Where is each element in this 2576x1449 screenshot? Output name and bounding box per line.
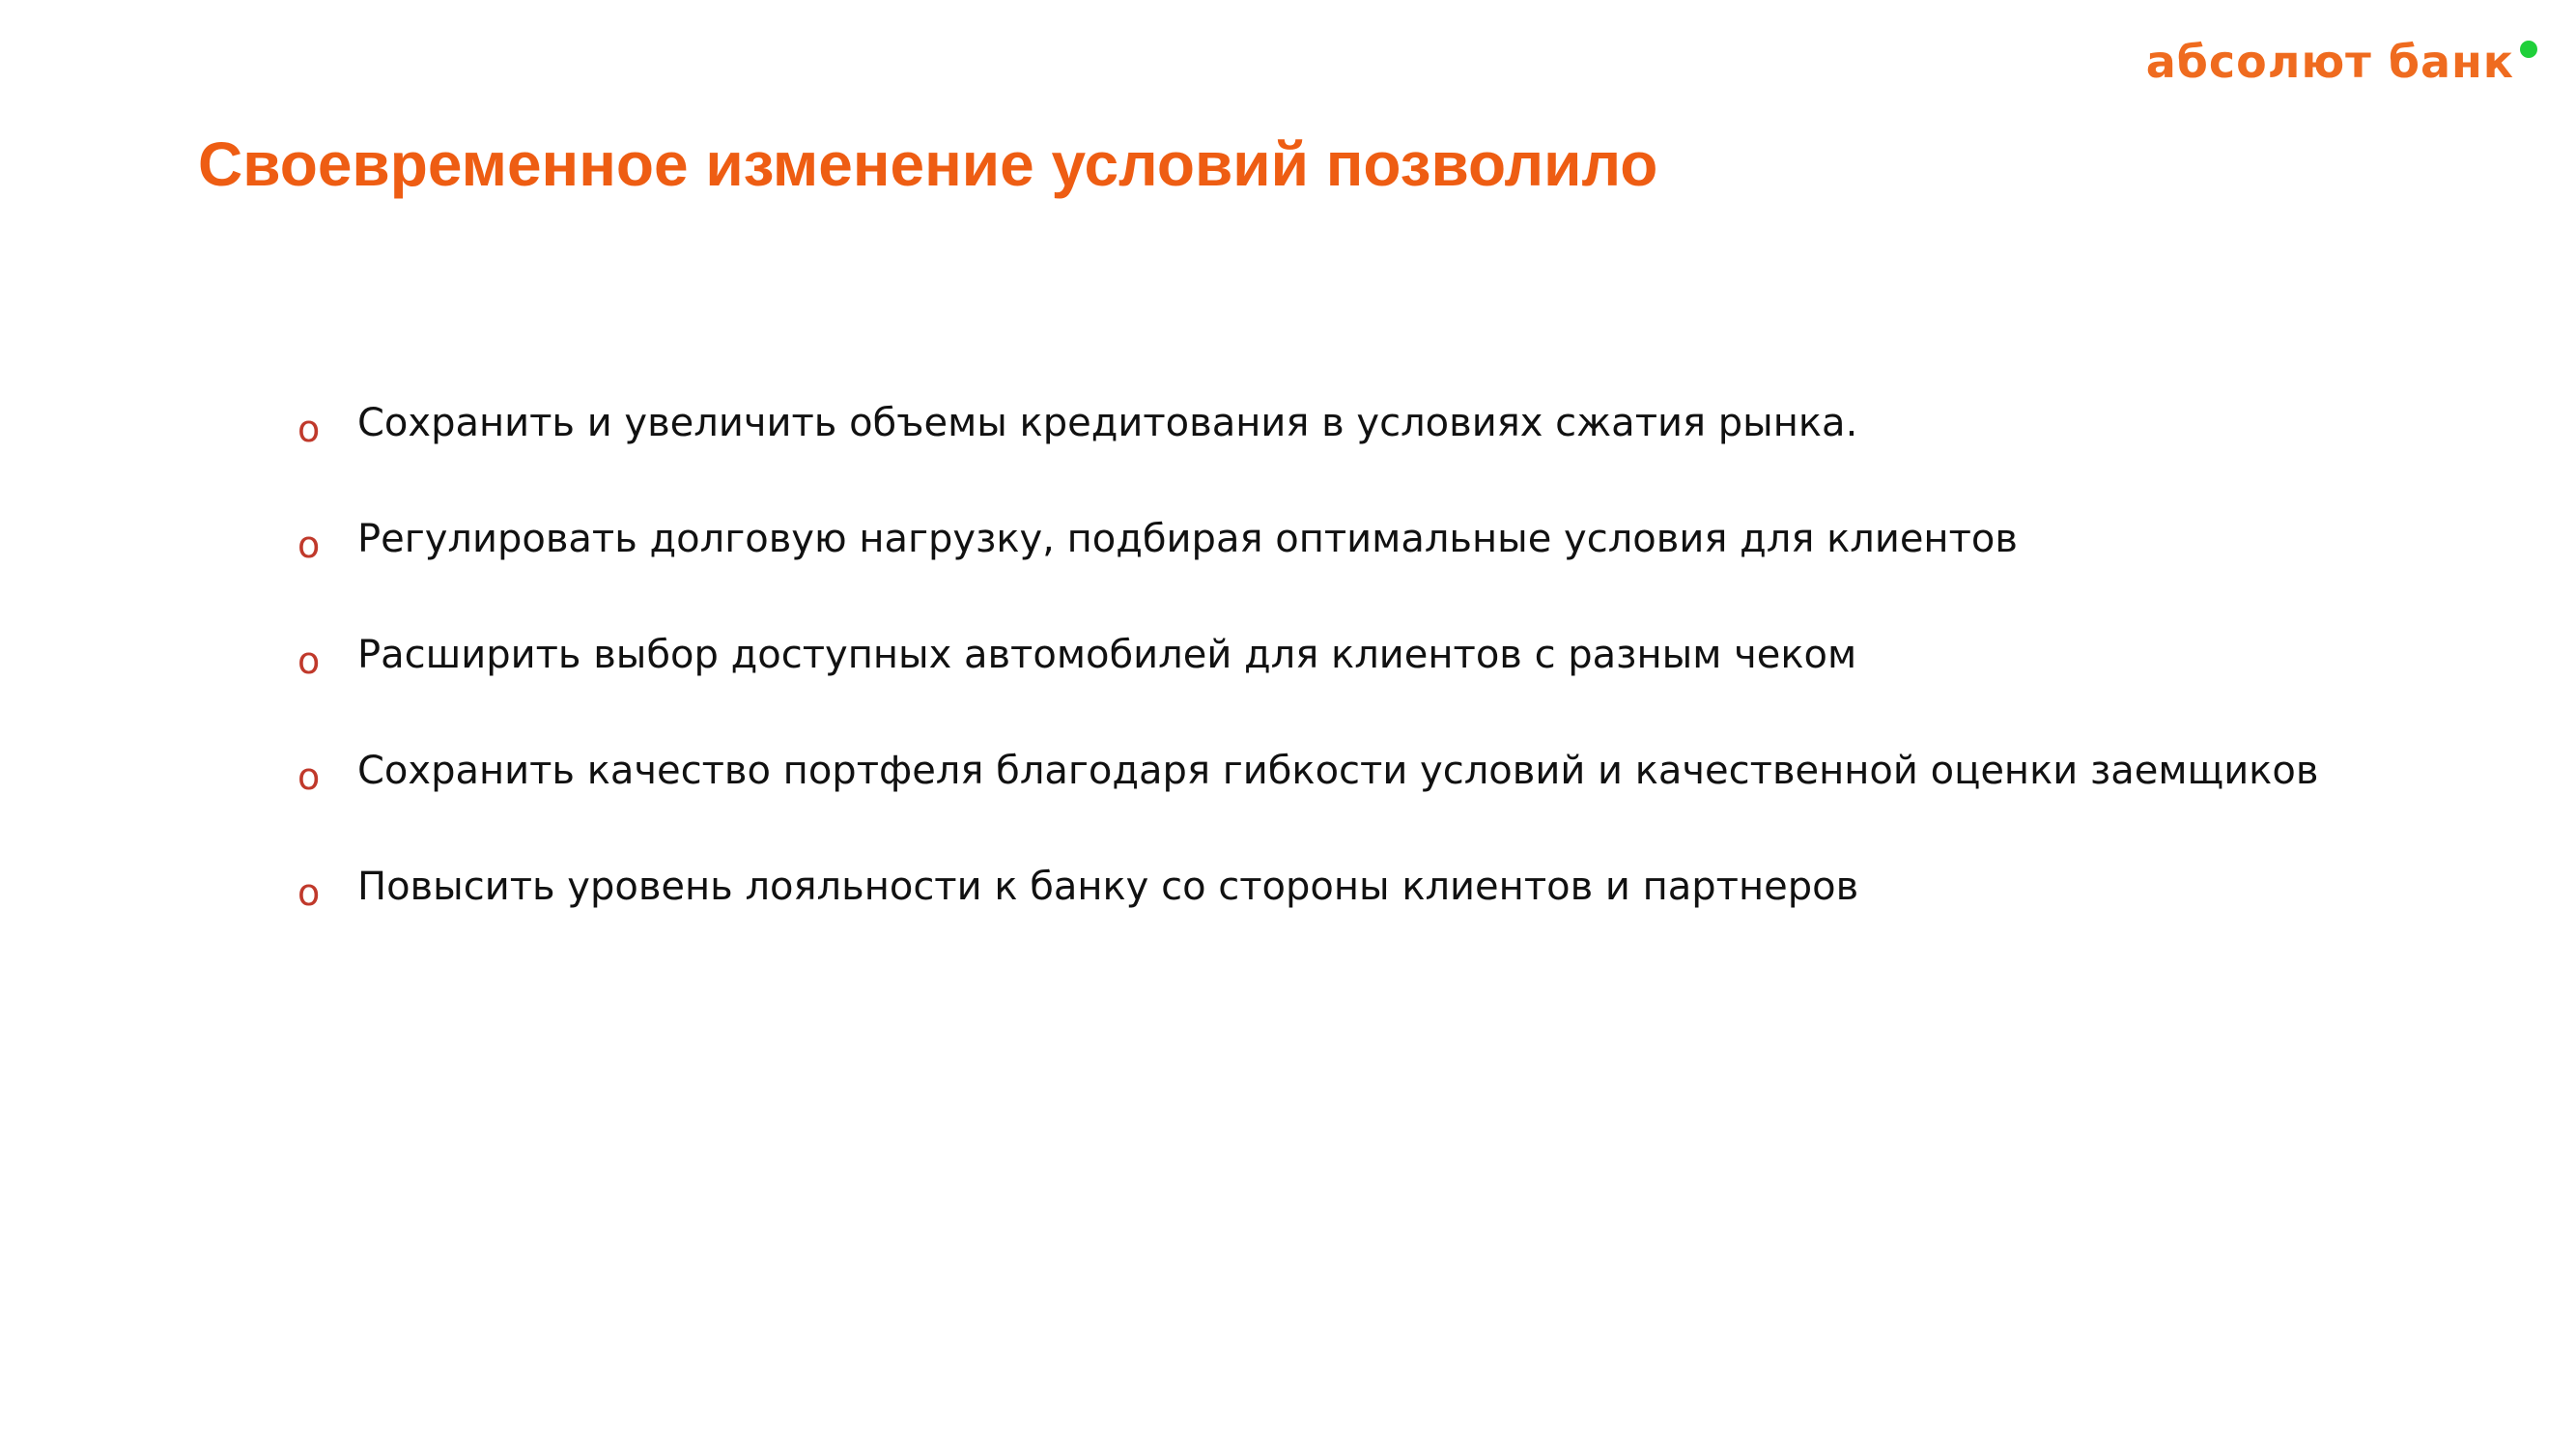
bullet-text: Сохранить качество портфеля благодаря гибкости условий и качественной оценки заемщиков xyxy=(357,749,2319,793)
logo-text: абсолют банк xyxy=(2145,36,2514,88)
bullet-list xyxy=(297,365,2318,945)
bullet-item xyxy=(297,713,2318,829)
bullet-text: Регулировать долговую нагрузку, подбирая оптимальные условия для клиентов xyxy=(357,517,2018,561)
bullet-text: Повысить уровень лояльности к банку со стороны клиентов и партнеров xyxy=(357,865,1859,909)
logo-dot-icon xyxy=(2520,41,2537,58)
bullet-item xyxy=(297,365,2318,481)
bullet-text: Сохранить и увеличить объемы кредитования в условиях сжатия рынка. xyxy=(357,401,1858,445)
hollow-circle-bullet-icon: o xyxy=(297,524,321,566)
bullet-item xyxy=(297,481,2318,597)
bullet-text: Расширить выбор доступных автомобилей для клиентов с разным чеком xyxy=(357,633,1857,677)
slide-title: Своевременное изменение условий позволило xyxy=(198,129,1658,199)
bank-logo xyxy=(2146,35,2537,89)
hollow-circle-bullet-icon: o xyxy=(297,639,321,682)
hollow-circle-bullet-icon: o xyxy=(297,755,321,798)
hollow-circle-bullet-icon: o xyxy=(297,408,321,450)
bullet-item xyxy=(297,829,2318,945)
bullet-item xyxy=(297,597,2318,713)
hollow-circle-bullet-icon: o xyxy=(297,871,321,914)
